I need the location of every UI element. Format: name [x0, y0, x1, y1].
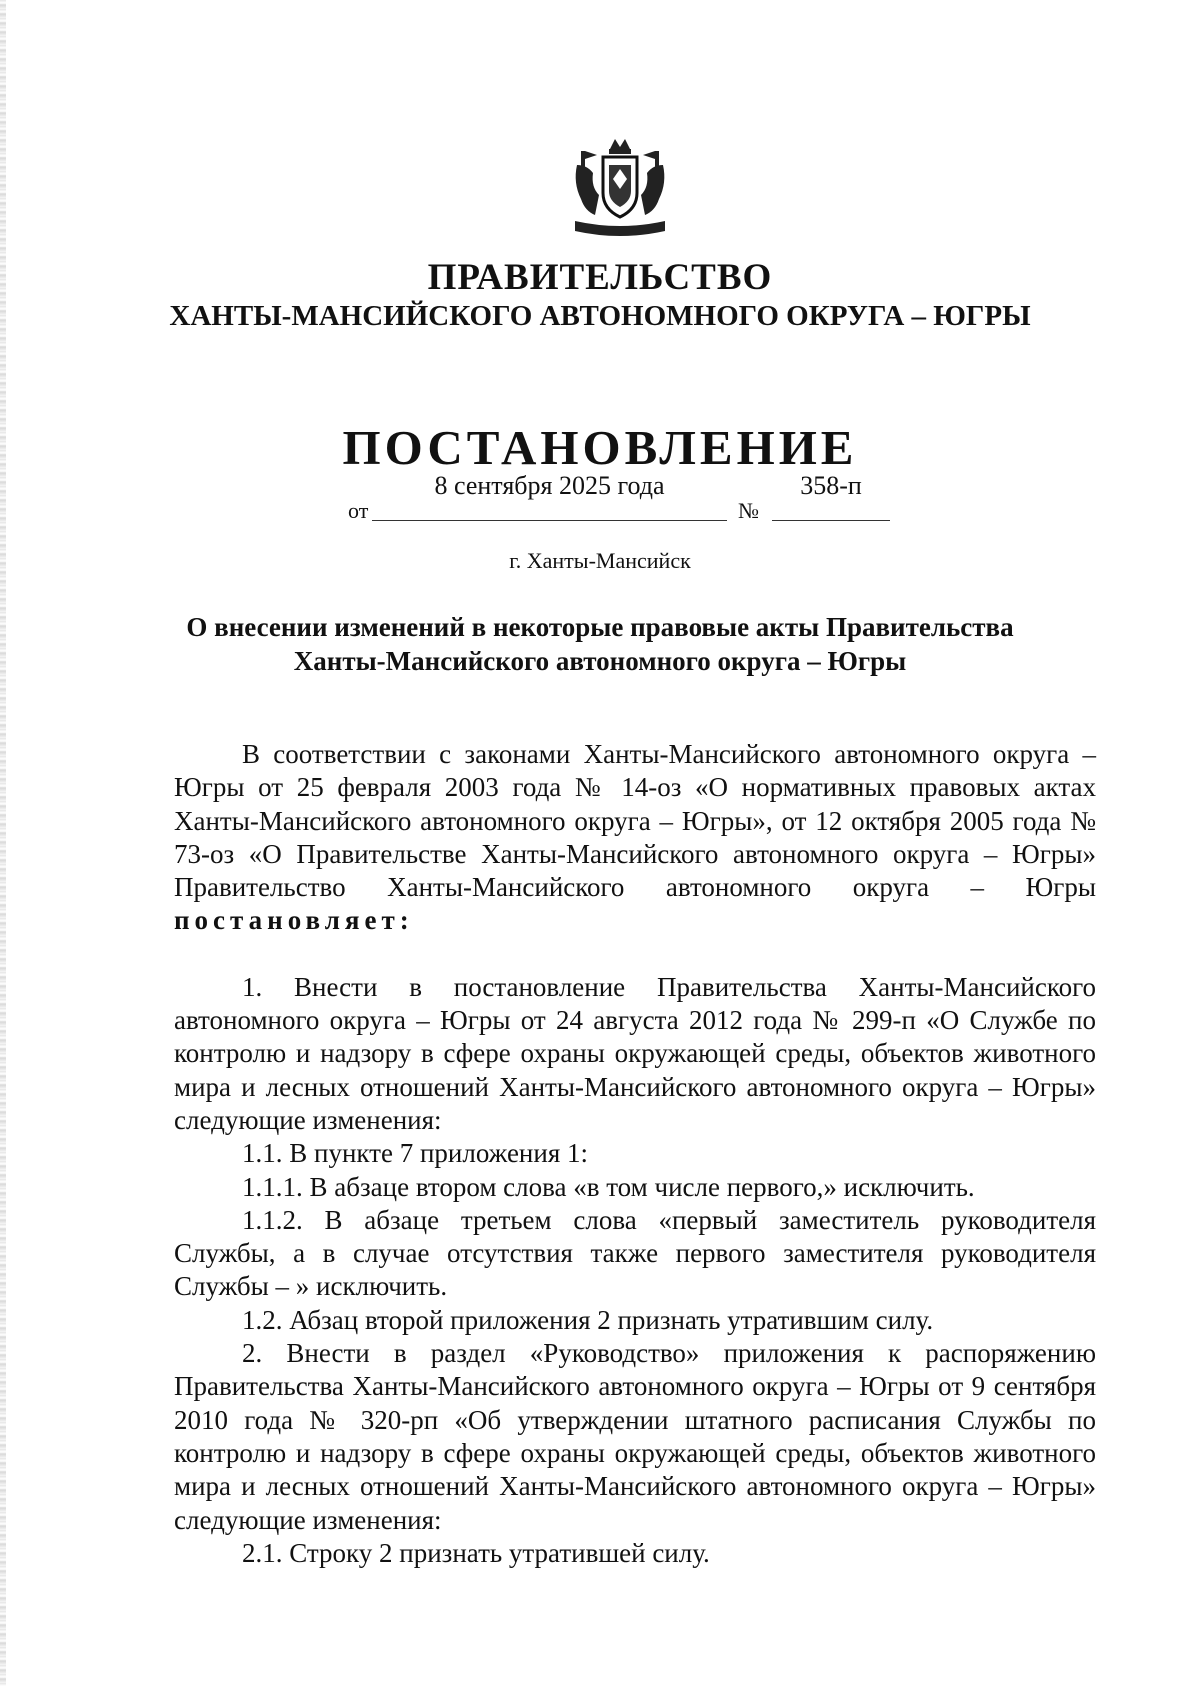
heading-line-2: Ханты-Мансийского автономного округа – Югры: [293, 646, 907, 676]
decree-word: постановляет:: [174, 905, 414, 936]
item-1-2: 1.2. Абзац второй приложения 2 признать утратившим силу.: [242, 1304, 934, 1335]
document-type: ПОСТАНОВЛЕНИЕ: [342, 420, 858, 475]
document-meta: [0, 468, 1200, 528]
item-2: 2. Внести в раздел «Руководство» приложения к распоряжению Правительства Ханты-Мансийского автономного округа – Югры от 9 сентября 2010 года № 320-рп «Об утверждении штатного расписания Службы по контролю и надзору в сфере охраны окружающей среды, объектов животного мира и лесных отношений Ханты-Мансийского автономного округа – Югры» следующие изменения:: [174, 1338, 1096, 1535]
preamble-text: В соответствии с законами Ханты-Мансийского автономного округа – Югры от 25 февраля 2003 года № 14-оз «О нормативных правовых актах Ханты-Мансийского автономного округа – Югры», от 12 октября 2005 года № 73-оз «О Правительстве Ханты-Мансийского автономного округа – Югры» Правительство Ханты-Мансийского автономного округа – Югры: [174, 739, 1096, 903]
region-title: ХАНТЫ-МАНСИЙСКОГО АВТОНОМНОГО ОКРУГА – ЮГРЫ: [169, 300, 1031, 332]
government-title: ПРАВИТЕЛЬСТВО: [427, 257, 773, 298]
document-body: [174, 738, 1096, 1570]
date-prefix: от: [348, 498, 369, 523]
number-label: №: [738, 498, 759, 523]
city: г. Ханты-Мансийск: [509, 548, 691, 573]
document-heading: [0, 610, 1200, 678]
item-2-1: 2.1. Строку 2 признать утратившей силу.: [242, 1537, 710, 1568]
item-1-1-2: 1.1.2. В абзаце третьем слова «первый заместитель руководителя Службы, а в случае отсутствия также первого заместителя руководителя Службы – » исключить.: [174, 1204, 1096, 1302]
scan-edge-artifact: [0, 0, 6, 1686]
document-number: 358-п: [772, 468, 890, 521]
coat-of-arms-icon: [565, 135, 675, 245]
document-date: 8 сентября 2025 года: [372, 468, 727, 521]
item-1: 1. Внести в постановление Правительства Ханты-Мансийского автономного округа – Югры от 24 августа 2012 года № 299-п «О Службе по контролю и надзору в сфере охраны окружающей среды, объектов животного мира и лесных отношений Ханты-Мансийского автономного округа – Югры» следующие изменения:: [174, 971, 1096, 1135]
item-1-1-1: 1.1.1. В абзаце втором слова «в том числе первого,» исключить.: [242, 1171, 975, 1202]
item-1-1: 1.1. В пункте 7 приложения 1:: [242, 1138, 589, 1169]
preamble-paragraph: [174, 738, 1096, 938]
heading-line-1: О внесении изменений в некоторые правовые акты Правительства: [186, 612, 1014, 642]
